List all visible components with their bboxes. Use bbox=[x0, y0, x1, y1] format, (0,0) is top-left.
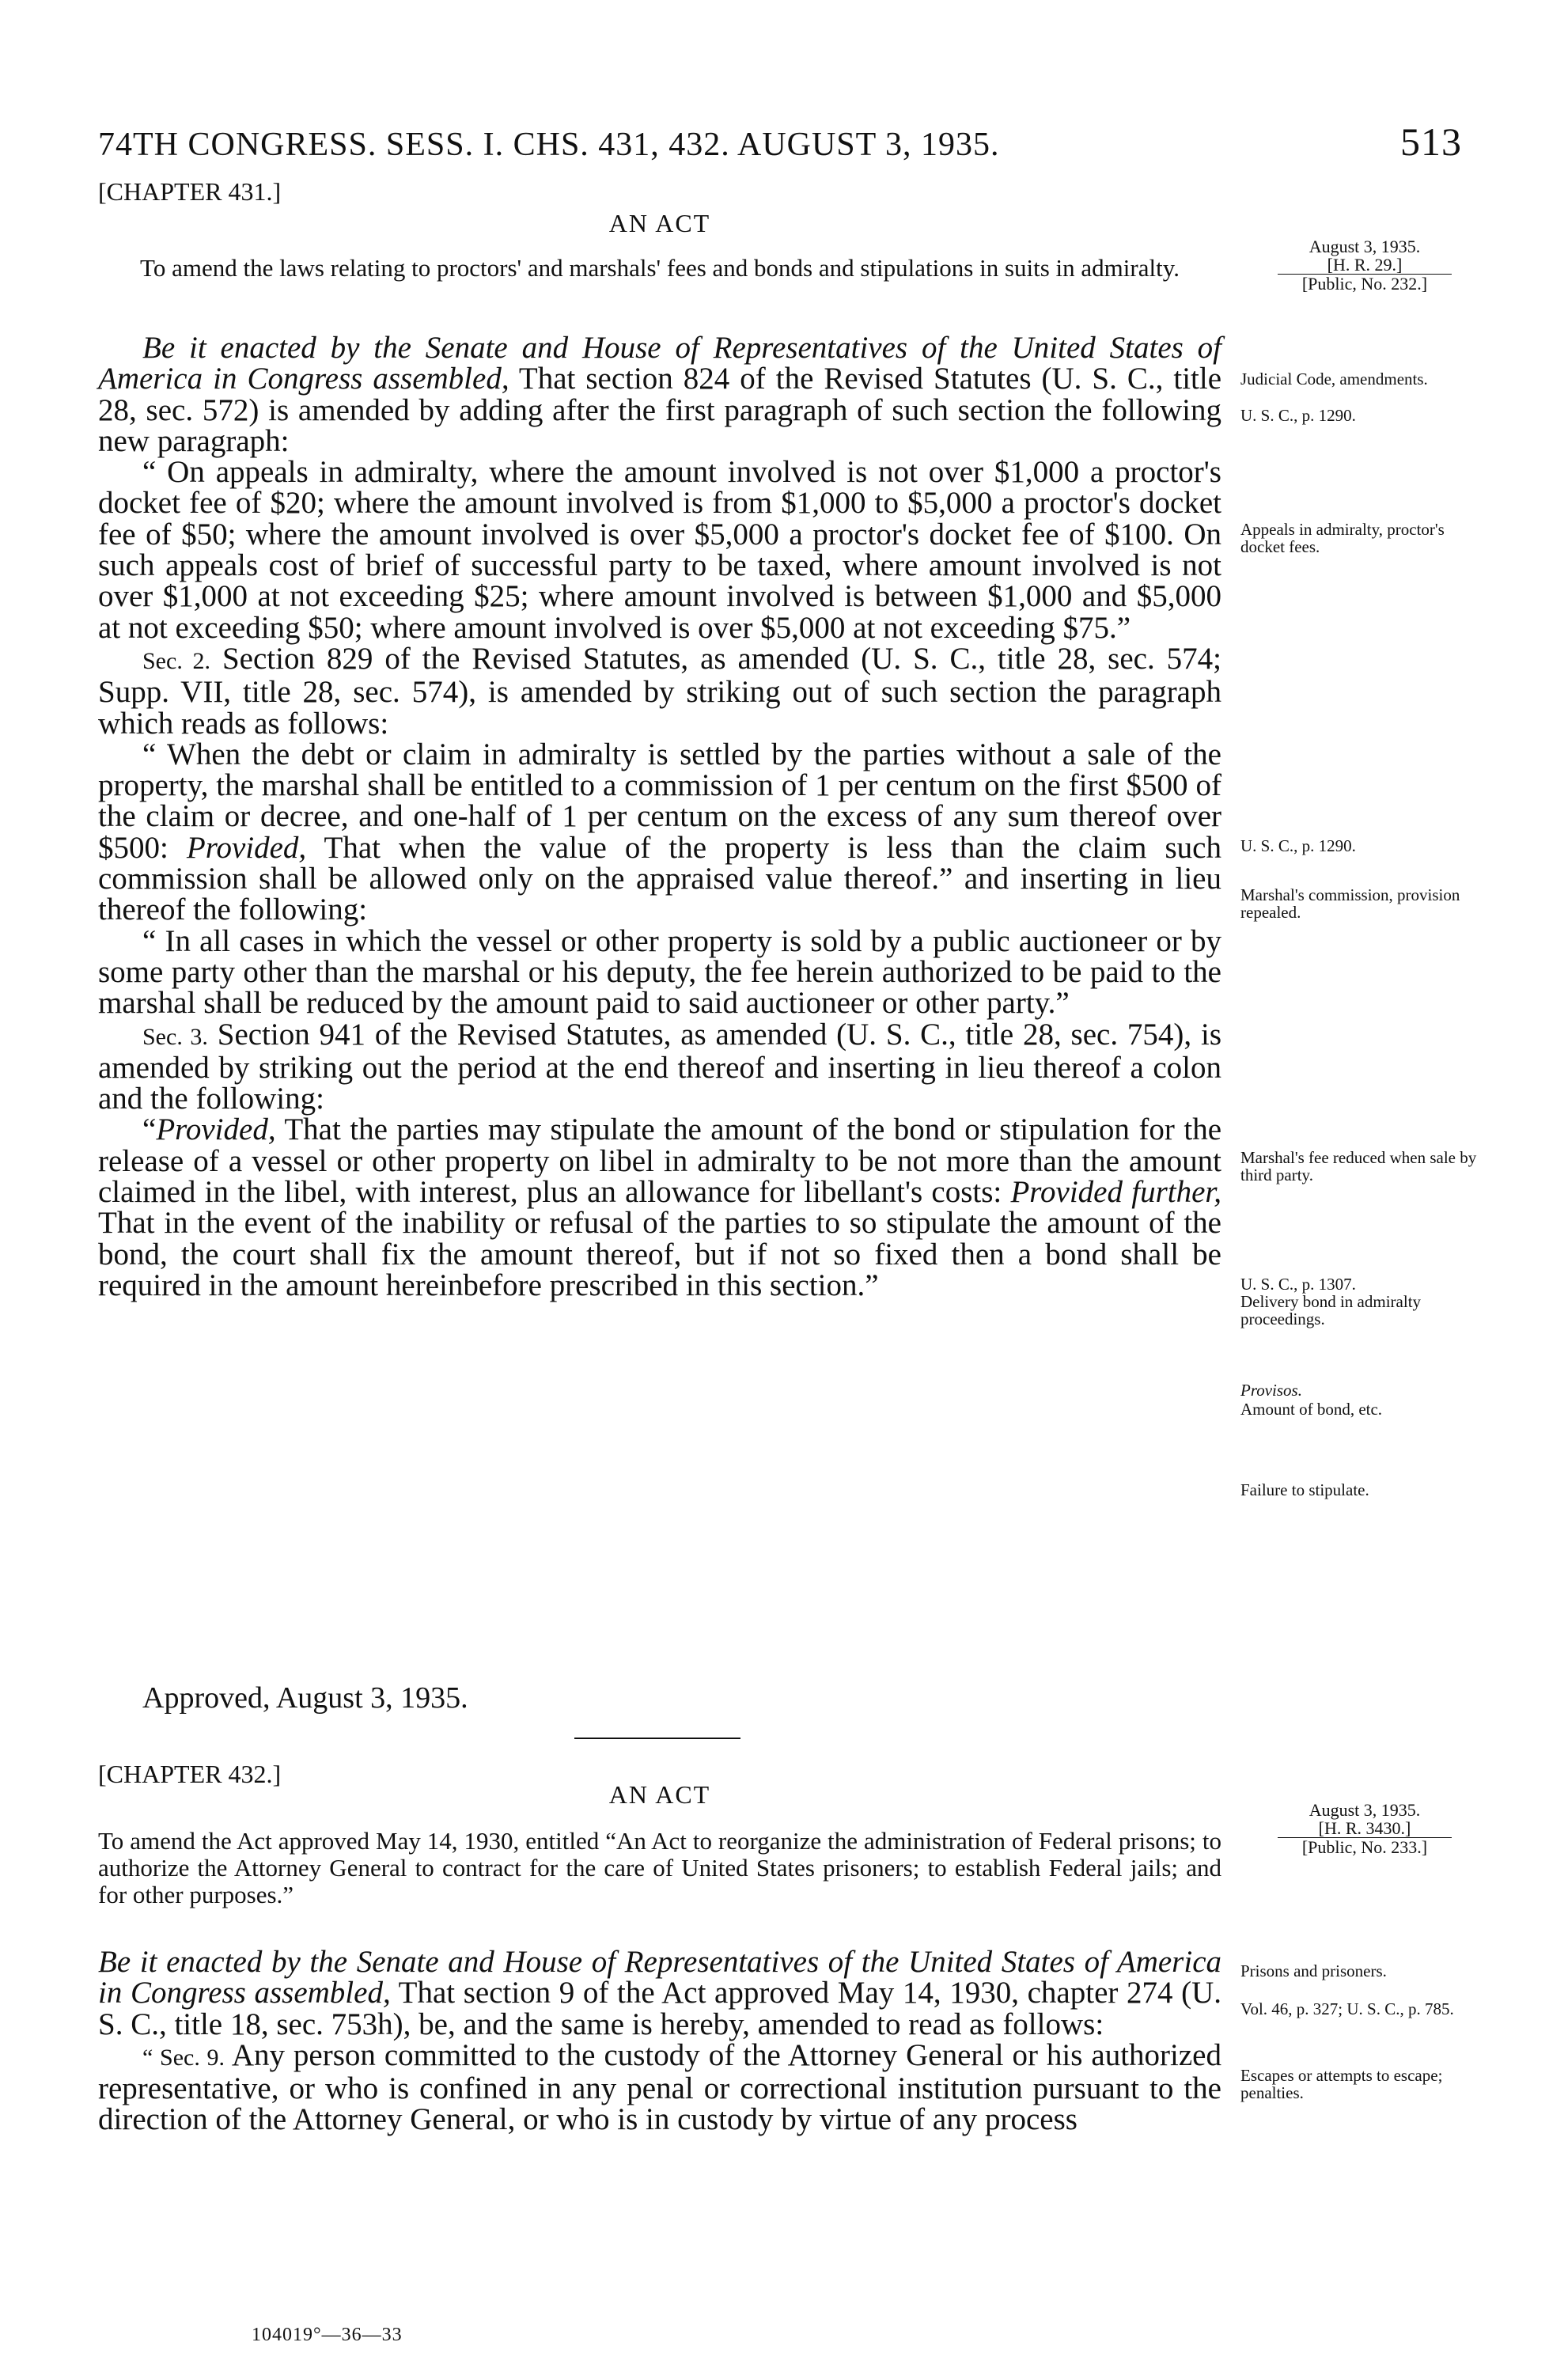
enacting-clause: Be it enacted by the Senate and House of Representatives of the United States of America in Congress assembled, bbox=[98, 331, 1221, 396]
chapter-432-date: August 3, 1935. bbox=[1309, 1800, 1421, 1820]
para-amend-section-9: That section 9 of the Act approved May 14, 1930, chapter 274 (U. S. C., title 18, sec. 753h), be, and the same is hereby, amended to read as follows: bbox=[98, 1976, 1222, 2041]
chapter-431-abstract: To amend the laws relating to proctors' and marshals' fees and bonds and stipulations in suits in admiralty. bbox=[140, 254, 1180, 282]
margin-note-appeals: Appeals in admiralty, proctor's docket fees. bbox=[1240, 520, 1445, 556]
margin-note-marshal-fee: Marshal's fee reduced when sale by third party. bbox=[1240, 1148, 1477, 1184]
margin-note-judicial-code: Judicial Code, amendments. bbox=[1240, 370, 1428, 388]
chapter-432-body bbox=[98, 1946, 1221, 2136]
quote-repealed-b: That when the value of the property is less than the claim such commission shall be allowed only on the appraised value thereof.” and inserting in lieu thereof the following: bbox=[98, 830, 1221, 927]
quote-open-mark: “ bbox=[142, 1112, 157, 1147]
provided-italic: Provided, bbox=[186, 830, 307, 865]
enacting-clause-432: Be it enacted by the Senate and House of Representatives of the United States of America in Congress assembled, bbox=[98, 1945, 1221, 2010]
margin-note-delivery-bond: Delivery bond in admiralty proceedings. bbox=[1240, 1292, 1422, 1328]
chapter-431-bill: [H. R. 29.] bbox=[1278, 256, 1452, 275]
margin-note-prisons: Prisons and prisoners. bbox=[1240, 1961, 1387, 1980]
chapter-432-public-law: [Public, No. 233.] bbox=[1301, 1837, 1428, 1857]
chapter-432-margin-citation bbox=[1258, 1801, 1471, 1856]
chapter-432-act-heading: AN ACT bbox=[608, 1780, 711, 1809]
sec-9-text: Any person committed to the custody of the Attorney General or his authorized representative, or who is confined in any penal or correctional institution pursuant to the direction of the Attorney General, or who is in custody by virtue of any process bbox=[98, 2037, 1221, 2137]
margin-note-escapes: Escapes or attempts to escape; penalties. bbox=[1240, 2066, 1443, 2102]
sec-3-text: Section 941 of the Revised Statutes, as amended (U. S. C., title 28, sec. 754), is amended by striking out the period at the end thereof and inserting in lieu thereof a colon and the following: bbox=[98, 1017, 1222, 1116]
margin-note-provisos bbox=[1240, 1381, 1478, 1399]
chapter-432-label: [CHAPTER 432.] bbox=[98, 1760, 282, 1788]
quote-repealed-a: “ When the debt or claim in admiralty is settled by the parties without a sale of the property, the marshal shall be entitled to a commission of 1 per centum on the first $500 of the claim or decree, and one-half of 1 per centum on the excess of any sum thereof over $500: bbox=[98, 737, 1221, 865]
margin-note-usc-1290-b: U. S. C., p. 1290. bbox=[1240, 836, 1356, 855]
margin-note-usc-1307: U. S. C., p. 1307. bbox=[1240, 1275, 1356, 1294]
chapter-divider-rule bbox=[574, 1738, 740, 1739]
chapter-432-abstract: To amend the Act approved May 14, 1930, entitled “An Act to reorganize the administration of Federal prisons; to authorize the Attorney General to contract for the care of United States prisoners; to establish Federal jails; and for other purposes.” bbox=[98, 1827, 1221, 1908]
quote-appeals-admiralty: “ On appeals in admiralty, where the amount involved is not over $1,000 a proctor's docket fee of $20; where the amount involved is from $1,000 to $5,000 a proctor's docket fee of $50; where the amount involved is over $5,000 a proctor's docket fee of $100. On such appeals cost of brief of successful party to be taxed, where amount involved is not over $1,000 at not exceeding $25; where amount involved is between $1,000 and $5,000 at not exceeding $50; where amount involved is over $5,000 at not exceeding $75.” bbox=[98, 455, 1221, 645]
chapter-432-bill: [H. R. 3430.] bbox=[1278, 1819, 1452, 1838]
session-heading: 74TH CONGRESS. SESS. I. CHS. 431, 432. AUGUST 3, 1935. bbox=[98, 127, 1000, 163]
chapter-431-act-heading: AN ACT bbox=[608, 209, 711, 237]
quote-marshal-fee: “ In all cases in which the vessel or other property is sold by a public auctioneer or by some party other than the marshal or his deputy, the fee herein authorized to be paid to the marshal shall be reduced by the amount paid to said auctioneer or other party.” bbox=[98, 923, 1221, 1021]
margin-note-failure: Failure to stipulate. bbox=[1240, 1480, 1369, 1499]
chapter-431-public-law: [Public, No. 232.] bbox=[1301, 274, 1428, 294]
margin-note-marshal-commission: Marshal's commission, provision repealed. bbox=[1240, 885, 1460, 922]
margin-note-usc-1290: U. S. C., p. 1290. bbox=[1240, 406, 1356, 425]
provided-further-italic: Provided further, bbox=[1010, 1175, 1221, 1210]
running-header bbox=[98, 119, 1462, 165]
chapter-431-approved: Approved, August 3, 1935. bbox=[142, 1681, 468, 1715]
quote-bond-b: That in the event of the inability or refusal of the parties to so stipulate the amount of the bond, the court shall fix the amount thereof, but if not so fixed then a bond shall be required in the amount hereinbefore prescribed in this section.” bbox=[98, 1206, 1221, 1302]
sec-2-label: Sec. 2. bbox=[142, 647, 211, 674]
chapter-431-label: [CHAPTER 431.] bbox=[98, 177, 282, 206]
sec-9-label: “ Sec. 9. bbox=[142, 2044, 225, 2071]
margin-note-amount-of-bond: Amount of bond, etc. bbox=[1240, 1400, 1383, 1419]
sec-2-text: Section 829 of the Revised Statutes, as amended (U. S. C., title 28, sec. 574; Supp. VII, title 28, sec. 574), is amended by striking out of such section the paragraph which reads as follows: bbox=[98, 641, 1222, 741]
chapter-431-margin-citation bbox=[1258, 237, 1471, 293]
chapter-431-date: August 3, 1935. bbox=[1309, 237, 1421, 256]
para-amend-section-824: That section 824 of the Revised Statutes (U. S. C., title 28, sec. 572) is amended by adding after the first paragraph of such section the following new paragraph: bbox=[98, 362, 1222, 458]
margin-note-vol46: Vol. 46, p. 327; U. S. C., p. 785. bbox=[1240, 1999, 1454, 2018]
sec-3-label: Sec. 3. bbox=[142, 1023, 208, 1050]
margin-provisos-italic: Provisos. bbox=[1240, 1381, 1302, 1400]
chapter-431-body bbox=[98, 332, 1221, 1301]
page-number: 513 bbox=[1400, 119, 1462, 164]
provided-italic-2: Provided, bbox=[156, 1112, 276, 1147]
printer-signature-footer: 104019°—36—33 bbox=[252, 2325, 403, 2345]
quote-bond-a: That the parties may stipulate the amount of the bond or stipulation for the release of a vessel or other property on libel in admiralty to be not more than the amount claimed in the libel, with interest, plus an allowance for libellant's costs: bbox=[98, 1112, 1221, 1210]
